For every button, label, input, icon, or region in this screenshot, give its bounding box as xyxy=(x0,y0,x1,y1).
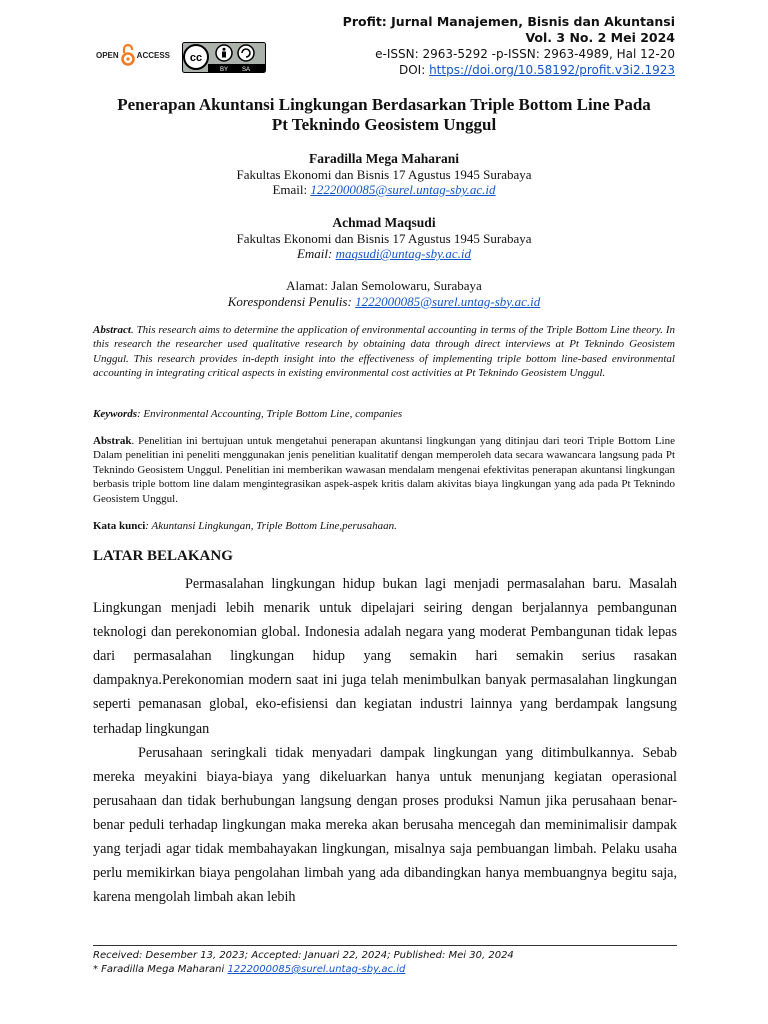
author-email-link[interactable]: maqsudi@untag-sby.ac.id xyxy=(335,246,472,261)
abstrak-label: Abstrak xyxy=(93,435,132,447)
kata-kunci-label: Kata kunci xyxy=(93,520,146,532)
paper-title xyxy=(60,95,708,135)
author-block-1 xyxy=(60,151,708,198)
abstract-indonesian xyxy=(93,434,675,506)
doi-label: DOI: xyxy=(398,63,430,77)
paper-title-line-2: Pt Teknindo Geosistem Unggul xyxy=(271,115,497,134)
open-access-logo xyxy=(96,44,170,66)
doi-link[interactable]: https://doi.org/10.58192/profit.v3i2.1923 xyxy=(429,63,675,77)
footer-divider xyxy=(93,945,677,946)
journal-name: Profit: Jurnal Manajemen, Bisnis dan Akuntansi xyxy=(342,14,675,29)
author-block-2 xyxy=(60,215,708,262)
license-sa-text: SA xyxy=(241,67,251,73)
license-by-text: BY xyxy=(219,67,229,73)
cc-symbol-text: cc xyxy=(189,52,203,64)
cc-by-sa-license-icon xyxy=(182,42,266,73)
open-access-right-text: ACCESS xyxy=(136,50,171,60)
correspondence-line xyxy=(60,294,708,310)
correspondence-email-link[interactable]: 1222000085@surel.untag-sby.ac.id xyxy=(355,293,541,309)
open-access-left-text: OPEN xyxy=(96,50,119,60)
abstract-label: Abstract xyxy=(93,324,131,336)
body-text xyxy=(93,572,677,909)
paper-title-line-1: Penerapan Akuntansi Lingkungan Berdasarkan Triple Bottom Line Pada xyxy=(117,95,651,114)
author-name: Faradilla Mega Maharani xyxy=(309,151,459,166)
keywords-label: Keywords xyxy=(93,408,137,420)
author-email-line xyxy=(60,182,708,198)
abstrak-text: . Penelitian ini bertujuan untuk mengetahui penerapan akuntansi lingkungan yang ditinjau dari teori Triple Bottom Line Dalam penelitian ini peneliti menggunakan jenis penelitian kualitatif dengan memperoleh data secara wawancara langsung pada Pt Teknindo Geosistem Unggul. Penelitian ini memberikan wawasan mendalam mengenai efektivitas penerapan akuntansi lingkungan berbasis triple bottom line dalam mengintegrasikan aspek-aspek kritis dalam akivitas biaya lingkungan yang ada pada Pt Teknindo Geosistem Unggul. xyxy=(93,435,675,505)
footer-author-note xyxy=(93,963,514,977)
open-lock-icon xyxy=(121,44,135,66)
abstract-english xyxy=(93,323,675,381)
journal-header xyxy=(343,14,675,78)
body-paragraph-1: Permasalahan lingkungan hidup bukan lagi menjadi permasalahan baru. Masalah Lingkungan menjadi lebih menarik untuk dipelajari seiring dengan berjalannya pembangunan teknologi dan perekonomian global. Indonesia adalah negara yang moderat Pembangunan tidak lepas dari permasalahan lingkungan hidup yang semakin hari semakin serius rasakan dampaknya.Perekonomian modern saat ini juga telah menimbulkan banyak permasalahan lingkungan seperti pemanasan global, eko-efisiensi dan kegiatan industri lainnya yang berdampak langsung terhadap lingkungan xyxy=(93,576,677,737)
address: Alamat: Jalan Semolowaru, Surabaya xyxy=(286,278,482,293)
email-label: Email: xyxy=(296,246,336,261)
keywords-indonesian xyxy=(93,519,675,533)
footer-author-name: * Faradilla Mega Maharani xyxy=(93,964,228,975)
kata-kunci-text: : Akuntansi Lingkungan, Triple Bottom Line,perusahaan. xyxy=(145,520,397,532)
page-footer xyxy=(93,949,514,977)
journal-doi xyxy=(343,62,675,78)
abstract-text: . This research aims to determine the application of environmental accounting in terms of the Triple Bottom Line theory. In this research the researcher used qualitative research by obtaining data through direct interviews at Pt Teknindo Geosistem Unggul. This research provides in-depth insight into the effectiveness of implementing triple bottom line-based environmental accounting in integrating critical aspects in existing environmental cost activities at Pt Teknindo Geosistem Unggul. xyxy=(93,324,675,380)
correspondence-block xyxy=(60,278,708,309)
author-email-line xyxy=(60,246,708,262)
journal-issn: e-ISSN: 2963-5292 -p-ISSN: 2963-4989, Hal 12-20 xyxy=(375,47,675,61)
email-label: Email: xyxy=(272,182,311,197)
author-affiliation: Fakultas Ekonomi dan Bisnis 17 Agustus 1945 Surabaya xyxy=(236,230,532,246)
author-email-link[interactable]: 1222000085@surel.untag-sby.ac.id xyxy=(310,182,496,197)
keywords-text: : Environmental Accounting, Triple Bottom Line, companies xyxy=(137,408,403,420)
author-name: Achmad Maqsudi xyxy=(332,215,436,230)
journal-volume: Vol. 3 No. 2 Mei 2024 xyxy=(525,30,675,45)
author-affiliation: Fakultas Ekonomi dan Bisnis 17 Agustus 1945 Surabaya xyxy=(236,166,532,182)
footer-email-link[interactable]: 1222000085@surel.untag-sby.ac.id xyxy=(227,964,406,975)
keywords-english xyxy=(93,407,675,421)
section-heading: LATAR BELAKANG xyxy=(93,548,233,564)
correspondence-label: Korespondensi Penulis: xyxy=(227,293,356,309)
body-paragraph-2: Perusahaan seringkali tidak menyadari dampak lingkungan yang ditimbulkannya. Sebab mereka meyakini biaya-biaya yang dikeluarkan hanya untuk menunjang kegiatan operasional perusahaan dan tidak berhubungan langsung dengan proses produksi Namun jika perusahaan benar-benar peduli terhadap lingkungan maka mereka akan berusaha mencegah dan meminimalisir dampak yang terjadi agar tidak membahayakan lingkungan, misalnya saja pembuangan limbah. Pelaku usaha perlu memikirkan biaya pengolahan limbah yang ada dibandingkan hanya membuangnya begitu saja, karena mengolah limbah akan lebih xyxy=(93,744,677,906)
footer-dates: Received: Desember 13, 2023; Accepted: Januari 22, 2024; Published: Mei 30, 2024 xyxy=(93,950,514,961)
